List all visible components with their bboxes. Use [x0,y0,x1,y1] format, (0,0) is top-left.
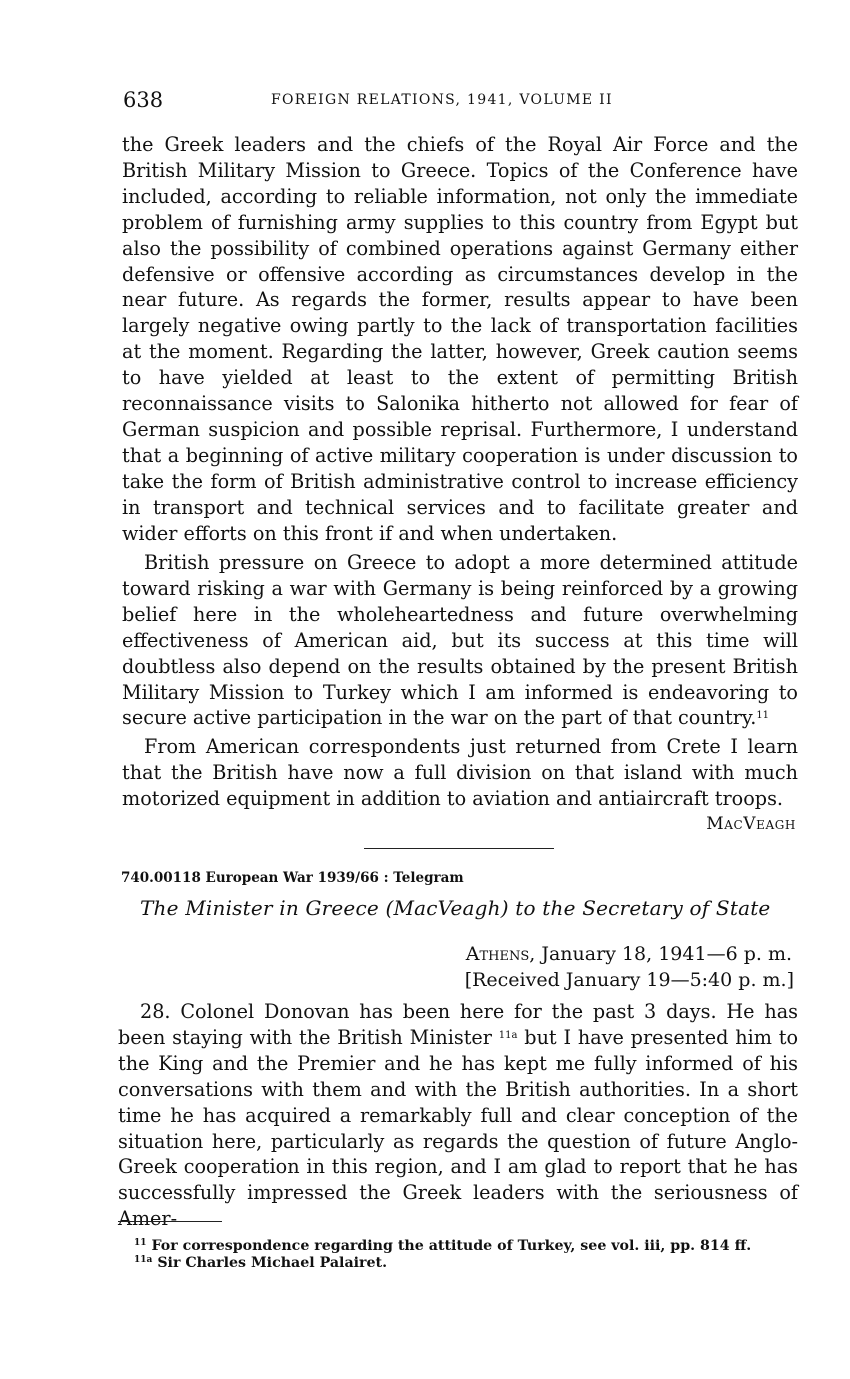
section-divider [364,848,554,849]
running-head: FOREIGN RELATIONS, 1941, VOLUME II [271,92,613,108]
page-number: 638 [123,88,164,112]
signature: MacVeagh [706,814,796,834]
footnotes [134,1238,794,1272]
received-line: [Received January 19—5:40 p. m.] [464,969,794,991]
paragraph-text: British pressure on Greece to adopt a more determined attitude toward risking a war with Germany is being reinforced by a growing belief here in the wholeheartedness and future overwhelming effectiveness of American aid, but its success at this time will doubtless also depend on the results obtained by the present British Military Mission to Turkey which I am informed is endeavoring to secure active participation in the war on the part of that country. [122,551,798,730]
footnote-reference: 11a [498,1029,518,1041]
footnote [134,1238,794,1255]
footnote-reference: 11 [756,710,770,722]
paragraph-text: but I have presented him to the King and the Premier and he has kept me fully informed of his conversations with them and with the British authorities. In a short time he has acquired a remarkably full and clear conception of the situation here, particularly as regards the question of future Anglo-Greek cooperation in this region, and I am glad to report that he has successfully impressed the Greek leaders with the seriousness of Amer- [118,1025,798,1231]
body-paragraph: From American correspondents just returned from Crete I learn that the British have now a full division on that island with much motorized equipment in addition to aviation and antiaircraft troops. [122,735,798,810]
dateline-time: January 18, 1941—6 p. m. [541,943,792,965]
dateline-place: Athens, [465,943,536,965]
body-paragraph [122,550,798,731]
footnote [134,1255,794,1272]
footnote-text: For correspondence regarding the attitude of Turkey, see vol. iii, pp. 814 ff. [151,1238,752,1254]
footnote-marker: 11a [134,1255,153,1265]
page-header [123,88,798,118]
body-paragraph [118,999,798,1232]
file-reference: 740.00118 European War 1939/66 : Telegram [121,870,464,886]
footnote-marker: 11 [134,1238,147,1248]
paragraph-text: 28. Colonel Donovan has been here for the past 3 days. He has been staying with the British Minister [118,1000,798,1049]
dateline [466,943,792,965]
footnote-text: Sir Charles Michael Palairet. [157,1255,388,1271]
document-title: The Minister in Greece (MacVeagh) to the Secretary of State [140,896,771,920]
body-paragraph: the Greek leaders and the chiefs of the Royal Air Force and the British Military Mission to Greece. Topics of the Conference have included, according to reliable information, not only the immediate problem of furnishing army supplies to this country from Egypt but also the possibility of combined operations against Germany either defensive or offensive according as circumstances develop in the near future. As regards the former, results appear to have been largely negative owing partly to the lack of transportation facilities at the moment. Regarding the latter, however, Greek caution seems to have yielded at least to the extent of permitting British reconnaissance visits to Salonika hitherto not allowed for fear of German suspicion and possible reprisal. Furthermore, I understand that a beginning of active military cooperation is under discussion to take the form of British administrative control to increase efficiency in transport and technical services and to facilitate greater and wider efforts on this front if and when undertaken. [122,133,798,545]
footnote-divider [118,1221,222,1222]
